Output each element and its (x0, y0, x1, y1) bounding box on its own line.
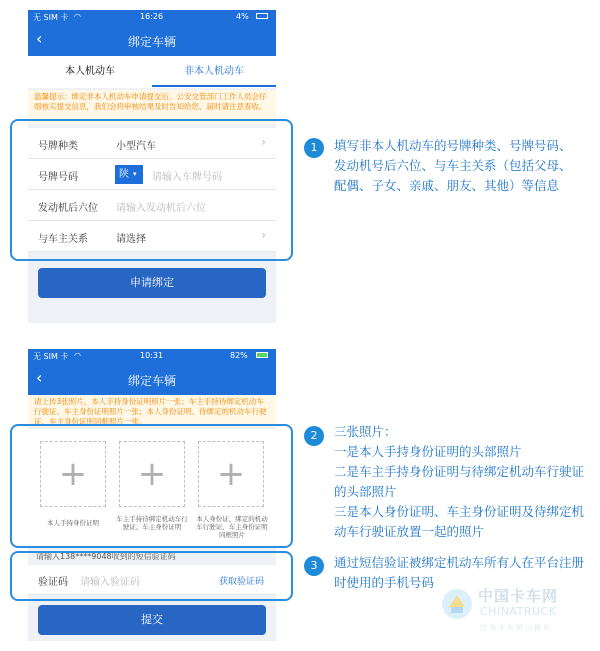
chevron-right-icon: › (261, 228, 266, 242)
annotation-1: 填写非本人机动车的号牌种类、号牌号码、发动机号后六位、与车主关系（包括父母、配偶、子女、亲戚、朋友、其他）等信息 (334, 138, 572, 193)
field-value: 请选择 (116, 234, 146, 245)
watermark-slogan: 因为卡车所以精彩 (480, 624, 552, 632)
annotation-line: 三是本人身份证明、车主身份证明及待绑定机动车行驶证放置一起的照片 (334, 504, 585, 539)
watermark-en: CHINATRUCK (480, 605, 557, 618)
field-label: 号牌号码 (38, 172, 78, 183)
wifi-icon: ◠ (74, 12, 81, 21)
field-label: 与车主关系 (38, 234, 88, 245)
battery-text: 82% (230, 351, 248, 360)
caret-down-icon: ▾ (133, 170, 137, 178)
battery-text: 4% (236, 12, 249, 21)
tab-bar (28, 56, 276, 88)
photo-caption: 本人身份证、绑定的机动车行驶证、车主身份证明同框照片 (196, 515, 268, 539)
status-bar (28, 10, 276, 24)
field-label: 发动机后六位 (38, 203, 98, 214)
province-value: 陕 (119, 169, 129, 180)
field-label: 号牌种类 (38, 141, 78, 152)
annotation-line: 三张照片： (334, 424, 397, 439)
active-tab-indicator (152, 85, 276, 87)
chevron-left-icon[interactable]: ‹ (36, 368, 43, 387)
annotation-line: 二是车主手持身份证明与待绑定机动车行驶证的头部照片 (334, 464, 585, 499)
annotation-2 (334, 422, 592, 542)
plus-icon: + (216, 454, 246, 494)
step-number-3: 3 (304, 556, 324, 576)
clock-text: 10:31 (140, 351, 164, 360)
chevron-left-icon[interactable]: ‹ (36, 29, 43, 48)
chinatruck-logo-icon (440, 587, 474, 621)
highlight-box-3 (10, 551, 293, 601)
tab-own-vehicle[interactable]: 本人机动车 (65, 66, 115, 77)
watermark-cn: 中国卡车网 (478, 587, 559, 605)
sms-code-input[interactable]: 请输入验证码 (80, 577, 140, 588)
annotation-3: 通过短信验证被绑定机动车所有人在平台注册时使用的手机号码 (334, 555, 585, 590)
step-number-2: 2 (304, 426, 324, 446)
carrier-text: 无 SIM 卡 (33, 13, 69, 22)
watermark (440, 583, 590, 643)
battery-icon (256, 13, 268, 19)
apply-bind-button[interactable]: 申请绑定 (38, 268, 266, 298)
step-number-1: 1 (304, 138, 324, 158)
status-bar (28, 349, 276, 363)
submit-button[interactable]: 提交 (38, 605, 266, 635)
get-code-button[interactable]: 获取验证码 (218, 577, 264, 587)
clock-text: 16:26 (140, 12, 164, 21)
plus-icon: + (58, 454, 88, 494)
page-title: 绑定车辆 (127, 35, 176, 49)
photo-caption: 本人手持身份证明 (47, 519, 99, 527)
tab-other-vehicle[interactable]: 非本人机动车 (184, 66, 244, 77)
battery-icon (256, 352, 268, 358)
wifi-icon: ◠ (74, 351, 81, 360)
plate-number-input[interactable]: 请输入车牌号码 (152, 172, 222, 183)
notice-text: 温馨提示：绑定非本人机动车申请提交后，公安交管部门工作人员会仔细核实提交信息，我们会将审核结果及时告知给您，届时请注意查收。 (28, 90, 276, 124)
photo-caption: 车主手持待绑定机动车行驶证、车主身份证明 (116, 515, 188, 531)
nav-bar (28, 363, 276, 395)
field-label: 验证码 (38, 577, 68, 588)
chevron-right-icon: › (261, 135, 266, 149)
notice-text: 请上传3张照片，本人手持身份证明照片一张；车主手持待绑定机动车行驶证、车主身份证明照片一张；本人身份证明、待绑定的机动车行驶证、车主身份证明同框照片一张。 (28, 395, 276, 427)
highlight-box-1 (10, 119, 293, 261)
engine-number-input[interactable]: 请输入发动机后六位 (116, 203, 206, 214)
sms-hint: 请输入138****9048收到的短信验证码 (36, 552, 176, 561)
annotation-line: 一是本人手持身份证明的头部照片 (334, 444, 522, 459)
carrier-text: 无 SIM 卡 (33, 352, 69, 361)
field-value: 小型汽车 (116, 141, 156, 152)
page-title: 绑定车辆 (127, 374, 176, 388)
nav-bar (28, 24, 276, 56)
plus-icon: + (137, 454, 167, 494)
highlight-box-2 (10, 424, 293, 548)
